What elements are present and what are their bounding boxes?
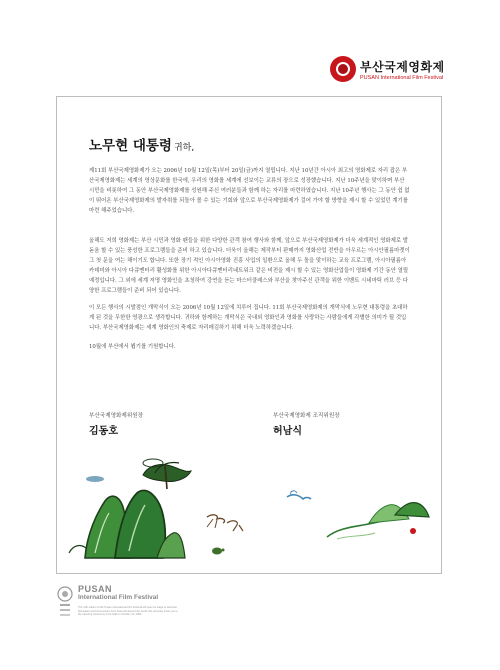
footer-subtitle: International Film Festival bbox=[78, 594, 159, 601]
footer-fine-print: The 11th edition of the Pusan International Film Festival will open its stage to welcome filmmakers and cinema fans from Asia and around the world. We sincerely invite you to the Opening Ceremony to be held on October 12, 2006. bbox=[78, 606, 178, 617]
footer-title: PUSAN bbox=[78, 584, 113, 594]
festival-name-ko: 부산국제영화제 bbox=[360, 60, 445, 74]
signature-name: 허남식 bbox=[273, 426, 302, 437]
festival-emblem-icon bbox=[330, 56, 356, 82]
signature-role: 부산국제영화제위원장 bbox=[89, 413, 144, 419]
festival-seal-icon bbox=[56, 585, 74, 623]
signature-chairman bbox=[89, 411, 143, 437]
signature-role: 부산국제영화제 조직위원장 bbox=[273, 413, 340, 419]
letter-paragraph-1: 제11회 부산국제영화제가 오는 2006년 10월 12일(목)부터 20일(금)까지 열립니다. 지난 10년간 아시아 최고의 영화제로 자리 잡은 부산국제영화제는 세계의 영상문화를 한국에, 우리의 영화를 세계에 선보이는 교류의 장으로 성장했습니다. 지난 10주년을 맞이하며 부산 시민을 비롯하여 그 동안 부산국제영화제를 성원해 주신 여러분들과 함께 하는 자리를 마련하였습니다. 지난 10주년 행사는 그 동안 쉼 없이 뛰어온 부산국제영화제의 발자취를 되돌아 볼 수 있는 기회와 앞으로 부산국제영화제가 걸어 가야 할 방향을 제시 할 수 있었던 계기를 마련 해주었습니다. bbox=[89, 168, 410, 214]
festival-logo bbox=[330, 56, 470, 90]
addressee-suffix: 귀하, bbox=[173, 143, 195, 153]
addressee-name: 노무현 대통령 bbox=[89, 138, 172, 154]
letter-paragraph-2: 올해도 저희 영화제는 부산 시민과 영화 팬들을 위한 다양한 관객 참여 행사와 함께, 앞으로 부산국제영화제가 더욱 세계적인 영화제로 발 돋움 할 수 있는 풍성한 프로그램들을 준비 하고 있습니다. 더욱이 올해는 제작부터 판매까지 영화산업 전반을 아우르는 아시안필름마켓이 그 첫 문을 여는 해이기도 합니다. 또한 장기 적인 아시아영화 진흥 사업의 일환으로 올해 두 돌을 맞이하는 교육 프로그램, 아시아필름아카데미와 아시아 다큐멘터리 활성화를 위한 아시아다큐멘터리네트워크 같은 비전을 제시 할 수 있는 영화산업들이 영화제 기간 동안 열릴 예정입니다. 그 외에 세계 저명 영화인을 초청하여 강연을 듣는 마스터클래스와 부산을 찾아주신 관객을 위한 이벤트 시네마틱 러브 등 다양한 프로그램들이 준비 되어 있습니다. bbox=[89, 238, 410, 294]
signature-organizing-chairman bbox=[273, 411, 340, 437]
festival-name-en: PUSAN International Film Festival bbox=[360, 75, 444, 81]
letter-title bbox=[89, 134, 194, 154]
footer-block bbox=[56, 585, 316, 629]
letter-paragraph-4: 10월에 부산에서 뵙기를 기원합니다. bbox=[89, 344, 176, 350]
letter-paragraph-3: 이 모든 행사의 시발점인 개막식이 오는 2006년 10월 12일에 치루어 집니다. 11회 부산국제영화제의 개막식에 노무현 대통령을 초대하게 된 것을 무한한 영광으로 생각합니다. 귀하와 함께하는 개막식은 국내외 영화인과 영화를 사랑하는 사람들에게 각별한 의미가 될 것입니다. 부산국제영화제는 세계 영화인의 축제로 자리매김하기 위해 더욱 노력하겠습니다. bbox=[89, 305, 408, 331]
landscape-painting-right bbox=[277, 467, 437, 547]
invitation-letter bbox=[56, 96, 442, 574]
landscape-painting-left bbox=[67, 453, 257, 568]
signature-name: 김동호 bbox=[89, 426, 118, 437]
